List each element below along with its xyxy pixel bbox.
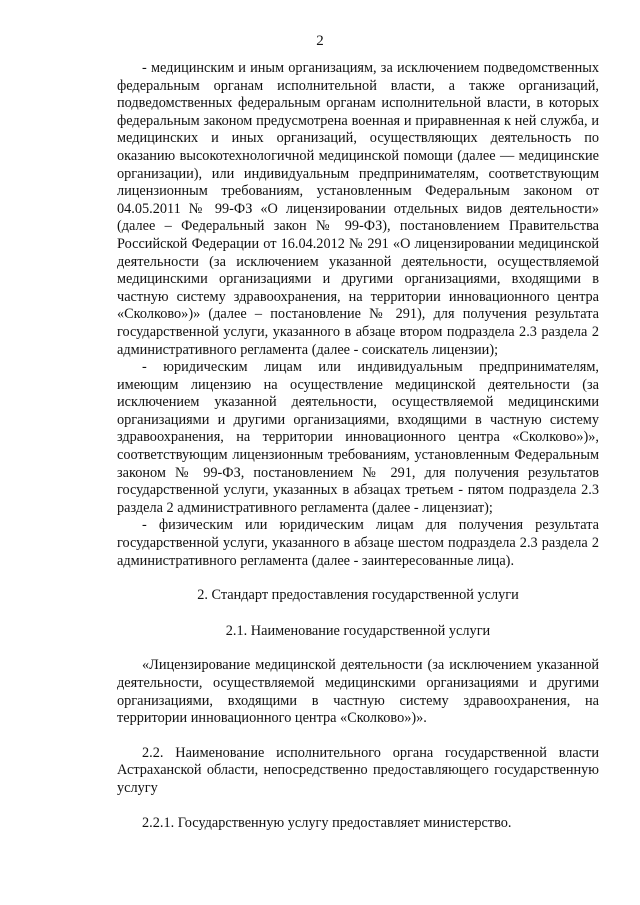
spacer (117, 570, 599, 587)
section-2-1-title: 2.1. Наименование государственной услуги (225, 622, 491, 639)
section-2-title: 2. Стандарт предоставления государственной услуги (197, 587, 519, 604)
page-number: 2 (316, 33, 324, 49)
document-body (117, 60, 599, 832)
paragraph-ministry: 2.2.1. Государственную услугу предоставляет министерство. (142, 814, 512, 831)
spacer (117, 605, 599, 623)
paragraph-executive-body: 2.2. Наименование исполнительного органа государственной власти Астраханской области, непосредственно предоставляющего государственную услугу (117, 744, 599, 796)
paragraph-licensees: - юридическим лицам или индивидуальным предпринимателям, имеющим лицензию на осуществление медицинской деятельности (за исключением указанной деятельности, осуществляемой медицинскими организациями и другими организациями, входящими в частную систему здравоохранения, на территории инновационного центра «Сколково»)», соответствующим лицензионным требованиям, установленным Федеральным законом № 99-ФЗ, постановлением № 291, для получения результатов государственной услуги, указанных в абзацах третьем - пятом подраздела 2.3 раздела 2 административного регламента (далее - лицензиат); (117, 359, 599, 516)
spacer (117, 728, 599, 745)
paragraph-medical-organizations: - медицинским и иным организациям, за исключением подведомственных федеральным органам исполнительной власти, а также организаций, подведомственных федеральным органам исполнительной власти, в которых федеральным законом предусмотрена военная и приравненная к ней служба, и медицинских и иных организаций, осуществляющих деятельность по оказанию высокотехнологичной медицинской помощи (далее — медицинские организации), или индивидуальным предпринимателям, соответствующим лицензионным требованиям, установленным Федеральным законом от 04.05.2011 № 99-ФЗ «О лицензировании отдельных видов деятельности» (далее – Федеральный закон № 99-ФЗ), постановлением Правительства Российской Федерации от 16.04.2012 № 291 «О лицензировании медицинской деятельности (за исключением указанной деятельности, осуществляемой медицинскими организациями и другими организациями, входящими в частную систему здравоохранения, на территории инновационного центра «Сколково»)» (далее – постановление № 291), для получения результата государственной услуги, указанного в абзаце втором подраздела 2.3 раздела 2 административного регламента (далее - соискатель лицензии); (117, 60, 599, 358)
paragraph-interested-persons: - физическим или юридическим лицам для получения результата государственной услуги, указанного в абзаце шестом подраздела 2.3 раздела 2 административного регламента (далее - заинтересованные лица). (117, 517, 599, 569)
spacer (117, 798, 599, 815)
paragraph-service-name: «Лицензирование медицинской деятельности (за исключением указанной деятельности, осуществляемой медицинскими организациями и другими организациями, входящими в частную систему здравоохранения, на территории инновационного центра «Сколково»)». (117, 657, 599, 727)
spacer (117, 640, 599, 657)
